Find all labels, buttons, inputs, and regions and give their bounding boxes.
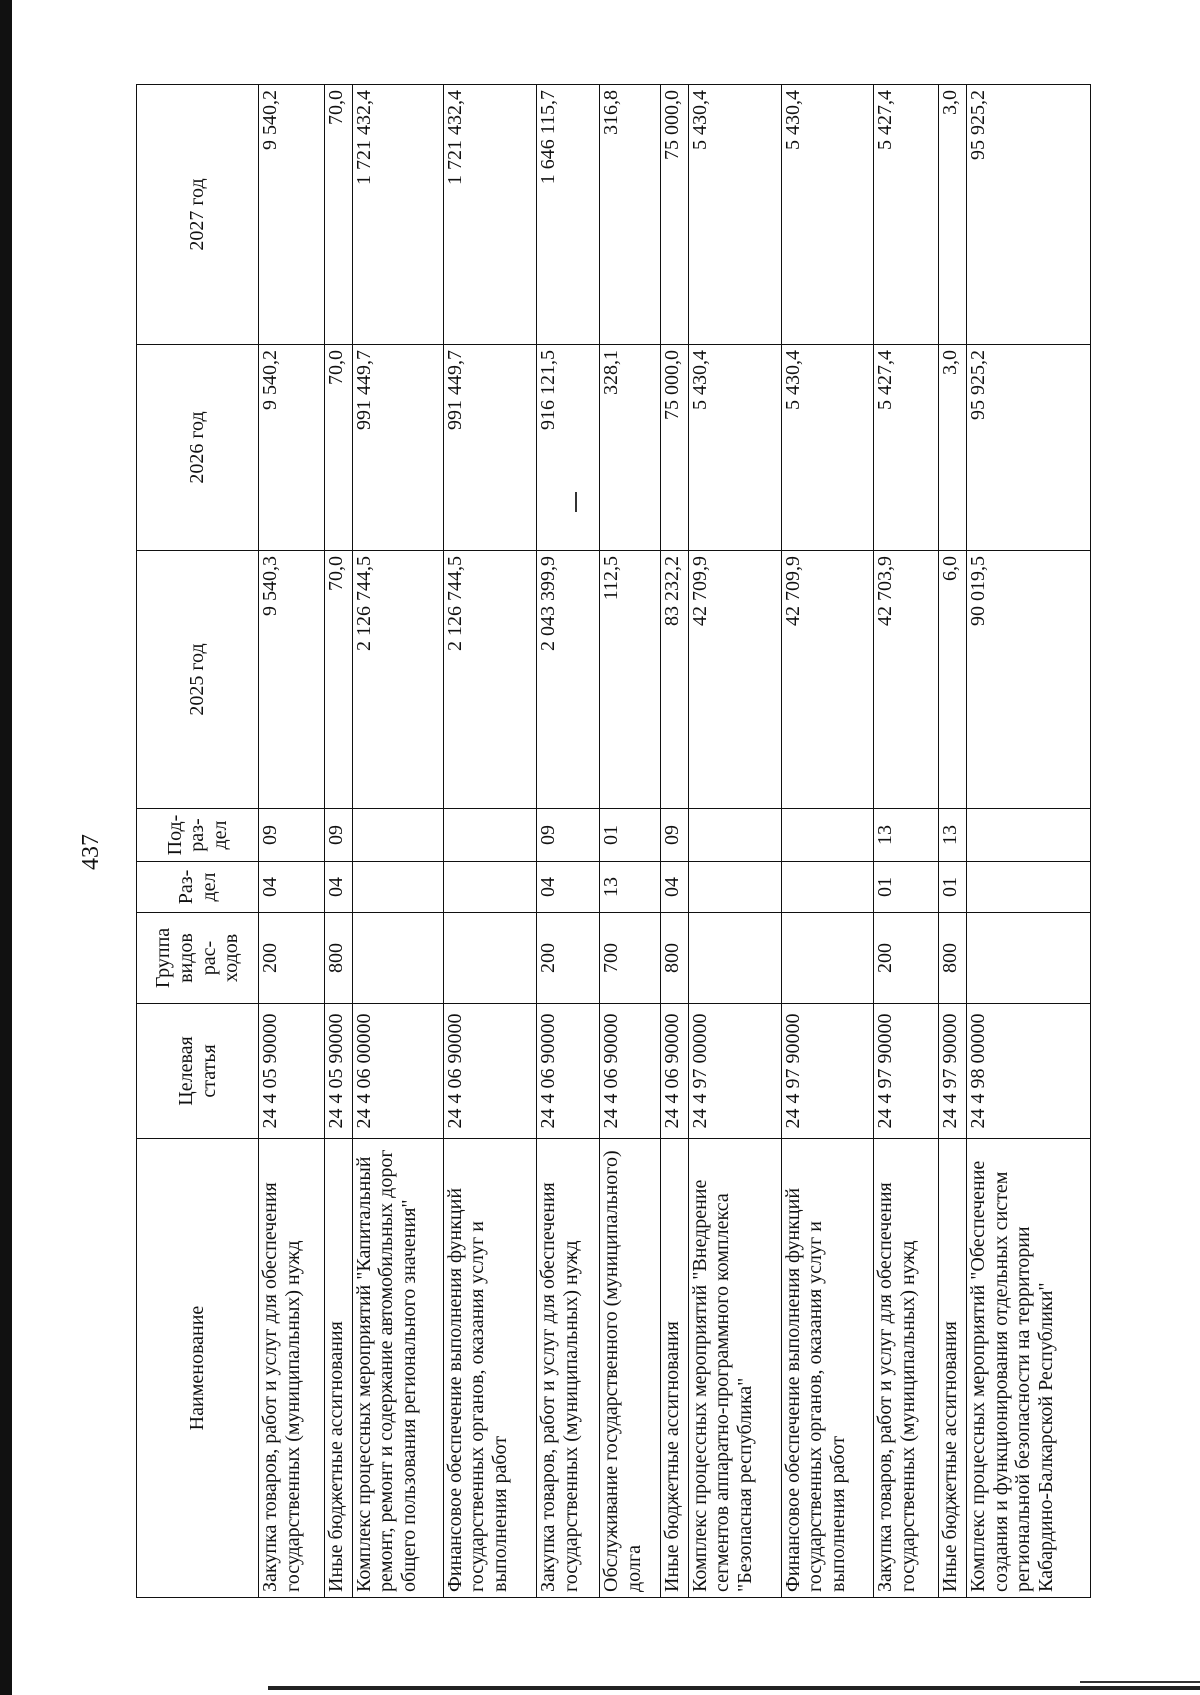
row-2027: 1 721 432,4: [443, 85, 537, 345]
row-2027: 9 540,2: [259, 85, 325, 345]
row-name: Закупка товаров, работ и услуг для обеспечения государственных (муниципальных) нужд: [259, 1139, 325, 1598]
table-row: [874, 85, 939, 1598]
row-2026: 328,1: [600, 345, 661, 551]
row-section: 13: [600, 862, 661, 913]
table-row: [967, 85, 1091, 1598]
row-target: 24 4 97 90000: [874, 1004, 939, 1139]
row-name: Закупка товаров, работ и услуг для обеспечения государственных (муниципальных) нужд: [874, 1139, 939, 1598]
row-group: 800: [324, 913, 352, 1004]
row-target: 24 4 97 90000: [781, 1004, 874, 1139]
page-number: 437: [78, 834, 104, 870]
table-row: [324, 85, 352, 1598]
row-group: [352, 913, 443, 1004]
row-group: [443, 913, 537, 1004]
row-section: 01: [939, 862, 967, 913]
row-2025: 9 540,3: [259, 551, 325, 809]
row-target: 24 4 97 00000: [688, 1004, 781, 1139]
row-name: Финансовое обеспечение выполнения функций государственных органов, оказания услуг и выполнения работ: [443, 1139, 537, 1598]
row-section: 04: [324, 862, 352, 913]
header-group: Группа видов рас- ходов: [137, 913, 259, 1004]
table-row: [661, 85, 689, 1598]
bottom-rule: [268, 1686, 1200, 1690]
row-2025: 42 709,9: [781, 551, 874, 809]
row-name: Иные бюджетные ассигнования: [939, 1139, 967, 1598]
row-group: 200: [537, 913, 600, 1004]
row-name: Иные бюджетные ассигнования: [324, 1139, 352, 1598]
table-row: [939, 85, 967, 1598]
row-2025: 70,0: [324, 551, 352, 809]
table-row: [781, 85, 874, 1598]
row-2027: 75 000,0: [661, 85, 689, 345]
row-target: 24 4 06 90000: [661, 1004, 689, 1139]
row-name: Закупка товаров, работ и услуг для обеспечения государственных (муниципальных) нужд: [537, 1139, 600, 1598]
table-row: [537, 85, 600, 1598]
row-name: Комплекс процессных мероприятий "Обеспечение создания и функционирования отдельных систем региональной безопасности на территории Кабардино-Балкарской Республики": [967, 1139, 1091, 1598]
header-2025: 2025 год: [137, 551, 259, 809]
row-group: [781, 913, 874, 1004]
row-name: Обслуживание государственного (муниципального) долга: [600, 1139, 661, 1598]
row-subsection: [967, 809, 1091, 862]
rotated-page: [78, 75, 1098, 1650]
page-edge-bar: [0, 0, 12, 1695]
row-name: Иные бюджетные ассигнования: [661, 1139, 689, 1598]
row-target: 24 4 97 90000: [939, 1004, 967, 1139]
row-group: 200: [874, 913, 939, 1004]
row-2027: 5 430,4: [688, 85, 781, 345]
row-section: 04: [259, 862, 325, 913]
row-2026: 3,0: [939, 345, 967, 551]
row-subsection: 09: [537, 809, 600, 862]
row-subsection: [781, 809, 874, 862]
row-group: 800: [939, 913, 967, 1004]
row-2027: 95 925,2: [967, 85, 1091, 345]
row-target: 24 4 05 90000: [324, 1004, 352, 1139]
row-2026: 916 121,5: [537, 345, 600, 551]
row-2025: 42 709,9: [688, 551, 781, 809]
header-2026: 2026 год: [137, 345, 259, 551]
row-2027: 3,0: [939, 85, 967, 345]
row-2026: 991 449,7: [443, 345, 537, 551]
row-2027: 70,0: [324, 85, 352, 345]
header-target: Целевая статья: [137, 1004, 259, 1139]
row-subsection: [352, 809, 443, 862]
row-subsection: 13: [939, 809, 967, 862]
header-subsection: Под- раз- дел: [137, 809, 259, 862]
row-section: 01: [874, 862, 939, 913]
row-2026: 95 925,2: [967, 345, 1091, 551]
row-2025: 42 703,9: [874, 551, 939, 809]
row-subsection: 01: [600, 809, 661, 862]
row-target: 24 4 06 90000: [600, 1004, 661, 1139]
header-section: Раз- дел: [137, 862, 259, 913]
row-group: [967, 913, 1091, 1004]
row-2027: 5 427,4: [874, 85, 939, 345]
row-2026: 9 540,2: [259, 345, 325, 551]
table-row: [352, 85, 443, 1598]
bottom-rule-thin: [1080, 1681, 1200, 1683]
row-section: [352, 862, 443, 913]
row-section: [688, 862, 781, 913]
row-group: 800: [661, 913, 689, 1004]
header-name: Наименование: [137, 1139, 259, 1598]
row-group: 200: [259, 913, 325, 1004]
row-target: 24 4 06 90000: [443, 1004, 537, 1139]
row-2025: 2 043 399,9: [537, 551, 600, 809]
row-section: [443, 862, 537, 913]
row-target: 24 4 06 00000: [352, 1004, 443, 1139]
row-target: 24 4 06 90000: [537, 1004, 600, 1139]
row-2025: 90 019,5: [967, 551, 1091, 809]
row-subsection: 13: [874, 809, 939, 862]
row-subsection: 09: [324, 809, 352, 862]
row-2025: 112,5: [600, 551, 661, 809]
row-2026: 75 000,0: [661, 345, 689, 551]
table-row: [600, 85, 661, 1598]
row-2026: 991 449,7: [352, 345, 443, 551]
row-section: [781, 862, 874, 913]
row-group: 700: [600, 913, 661, 1004]
row-subsection: [443, 809, 537, 862]
row-name: Комплекс процессных мероприятий "Капитальный ремонт, ремонт и содержание автомобильных дорог общего пользования регионального значения": [352, 1139, 443, 1598]
row-2025: 83 232,2: [661, 551, 689, 809]
row-name: Финансовое обеспечение выполнения функций государственных органов, оказания услуг и выполнения работ: [781, 1139, 874, 1598]
row-subsection: 09: [661, 809, 689, 862]
row-section: 04: [537, 862, 600, 913]
row-2027: 316,8: [600, 85, 661, 345]
row-section: 04: [661, 862, 689, 913]
row-section: [967, 862, 1091, 913]
row-group: [688, 913, 781, 1004]
row-target: 24 4 05 90000: [259, 1004, 325, 1139]
row-2025: 2 126 744,5: [443, 551, 537, 809]
row-2027: 1 646 115,7: [537, 85, 600, 345]
budget-table: [136, 84, 1091, 1598]
row-2026: 5 427,4: [874, 345, 939, 551]
header-row: [137, 85, 259, 1598]
table-row: [688, 85, 781, 1598]
row-name: Комплекс процессных мероприятий "Внедрение сегментов аппаратно-программного комплекса "Безопасная республика": [688, 1139, 781, 1598]
header-2027: 2027 год: [137, 85, 259, 345]
row-target: 24 4 98 00000: [967, 1004, 1091, 1139]
table-row: [443, 85, 537, 1598]
row-2025: 2 126 744,5: [352, 551, 443, 809]
row-subsection: [688, 809, 781, 862]
table-row: [259, 85, 325, 1598]
row-2027: 1 721 432,4: [352, 85, 443, 345]
row-2026: 5 430,4: [688, 345, 781, 551]
row-2026: 70,0: [324, 345, 352, 551]
row-2025: 6,0: [939, 551, 967, 809]
row-subsection: 09: [259, 809, 325, 862]
row-2027: 5 430,4: [781, 85, 874, 345]
row-2026: 5 430,4: [781, 345, 874, 551]
